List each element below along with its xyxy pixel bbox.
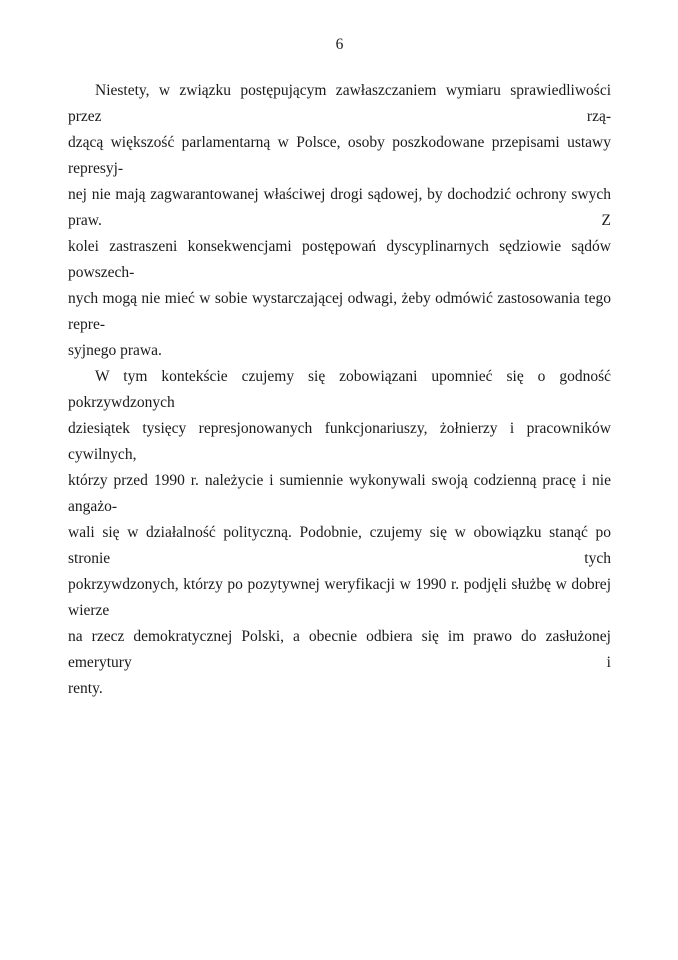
text-line: W tym kontekście czujemy się zobowiązani upomnieć się o godność pokrzywdzonych [68,368,611,411]
paragraph-2 [68,364,611,702]
text-line: dziesiątek tysięcy represjonowanych funkcjonariuszy, żołnierzy i pracowników cywilnych, [68,420,611,463]
text-line: na rzecz demokratycznej Polski, a obecnie odbiera się im prawo do zasłużonej emerytury i [68,628,611,671]
text-line: wali się w działalność polityczną. Podobnie, czujemy się w obowiązku stanąć po stronie tych [68,524,611,567]
text-line: Niestety, w związku postępującym zawłaszczaniem wymiaru sprawiedliwości przez rzą- [68,82,611,125]
page-number: 6 [335,36,344,53]
text-line: kolei zastraszeni konsekwencjami postępowań dyscyplinarnych sędziowie sądów powszech- [68,238,611,281]
text-line: renty. [68,680,103,697]
text-line: syjnego prawa. [68,342,162,359]
document-body [68,78,611,702]
text-line: dzącą większość parlamentarną w Polsce, osoby poszkodowane przepisami ustawy represyj- [68,134,611,177]
paragraph-1 [68,78,611,364]
text-line: nych mogą nie mieć w sobie wystarczającej odwagi, żeby odmówić zastosowania tego repre- [68,290,611,333]
text-line: którzy przed 1990 r. należycie i sumiennie wykonywali swoją codzienną pracę i nie angażo- [68,472,611,515]
text-line: pokrzywdzonych, którzy po pozytywnej weryfikacji w 1990 r. podjęli służbę w dobrej wierze [68,576,611,619]
text-line: nej nie mają zagwarantowanej właściwej drogi sądowej, by dochodzić ochrony swych praw. Z [68,186,611,229]
